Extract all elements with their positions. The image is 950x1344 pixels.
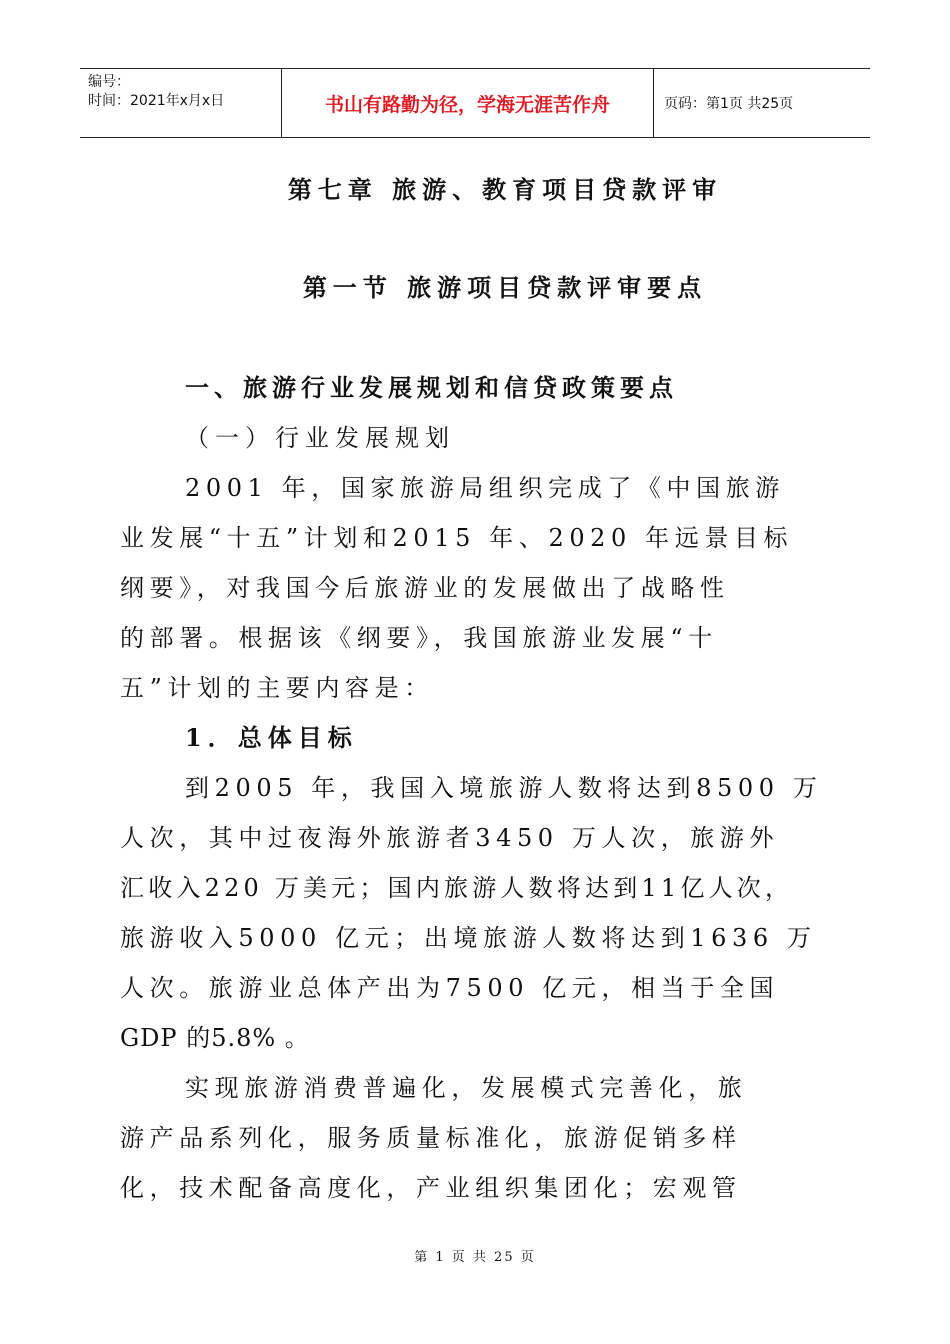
para1-line-1: 2001 年，国家旅游局组织完成了《中国旅游 bbox=[185, 474, 785, 502]
subheading: （一）行业发展规划 bbox=[185, 424, 455, 452]
para2-line-4: 旅游收入5000 亿元；出境旅游人数将达到1636 万 bbox=[120, 924, 817, 952]
para2-line-6: GDP 的5.8% 。 bbox=[120, 1024, 310, 1052]
para2-line-2: 人次，其中过夜海外旅游者3450 万人次，旅游外 bbox=[120, 824, 780, 852]
section-title: 第一节 旅游项目贷款评审要点 bbox=[302, 273, 708, 302]
chapter-title: 第七章 旅游、教育项目贷款评审 bbox=[287, 175, 723, 204]
time-label: 时间：2021年x月x日 bbox=[88, 93, 225, 109]
para3-line-2: 游产品系列化，服务质量标准化，旅游促销多样 bbox=[120, 1124, 742, 1152]
para3-line-3: 化，技术配备高度化，产业组织集团化；宏观管 bbox=[120, 1174, 742, 1202]
para1-line-2: 业发展“十五”计划和2015 年、2020 年远景目标 bbox=[120, 524, 794, 552]
para1-line-3: 纲要》，对我国今后旅游业的发展做出了战略性 bbox=[120, 574, 730, 602]
page-footer: 第 1 页 共 25 页 bbox=[414, 1250, 536, 1265]
number-label: 编号： bbox=[88, 74, 130, 90]
heading-1: 一、旅游行业发展规划和信贷政策要点 bbox=[185, 373, 678, 402]
para2-line-3: 汇收入220 万美元；国内旅游人数将达到11亿人次， bbox=[120, 874, 794, 902]
para1-line-5: 五”计划的主要内容是： bbox=[120, 674, 434, 702]
para2-line-1: 到2005 年，我国入境旅游人数将达到8500 万 bbox=[185, 774, 823, 802]
para3-line-1: 实现旅游消费普遍化，发展模式完善化，旅 bbox=[185, 1074, 748, 1102]
header-page-info: 页码：第1页 共25页 bbox=[664, 96, 794, 112]
header-table bbox=[80, 68, 870, 138]
heading-2: 1．总体目标 bbox=[185, 723, 358, 752]
header-meta bbox=[80, 69, 282, 137]
para2-line-5: 人次。旅游业总体产出为7500 亿元，相当于全国 bbox=[120, 974, 780, 1002]
para1-line-4: 的部署。根据该《纲要》，我国旅游业发展“十 bbox=[120, 624, 718, 652]
header-motto: 书山有路勤为径，学海无涯苦作舟 bbox=[282, 69, 654, 137]
